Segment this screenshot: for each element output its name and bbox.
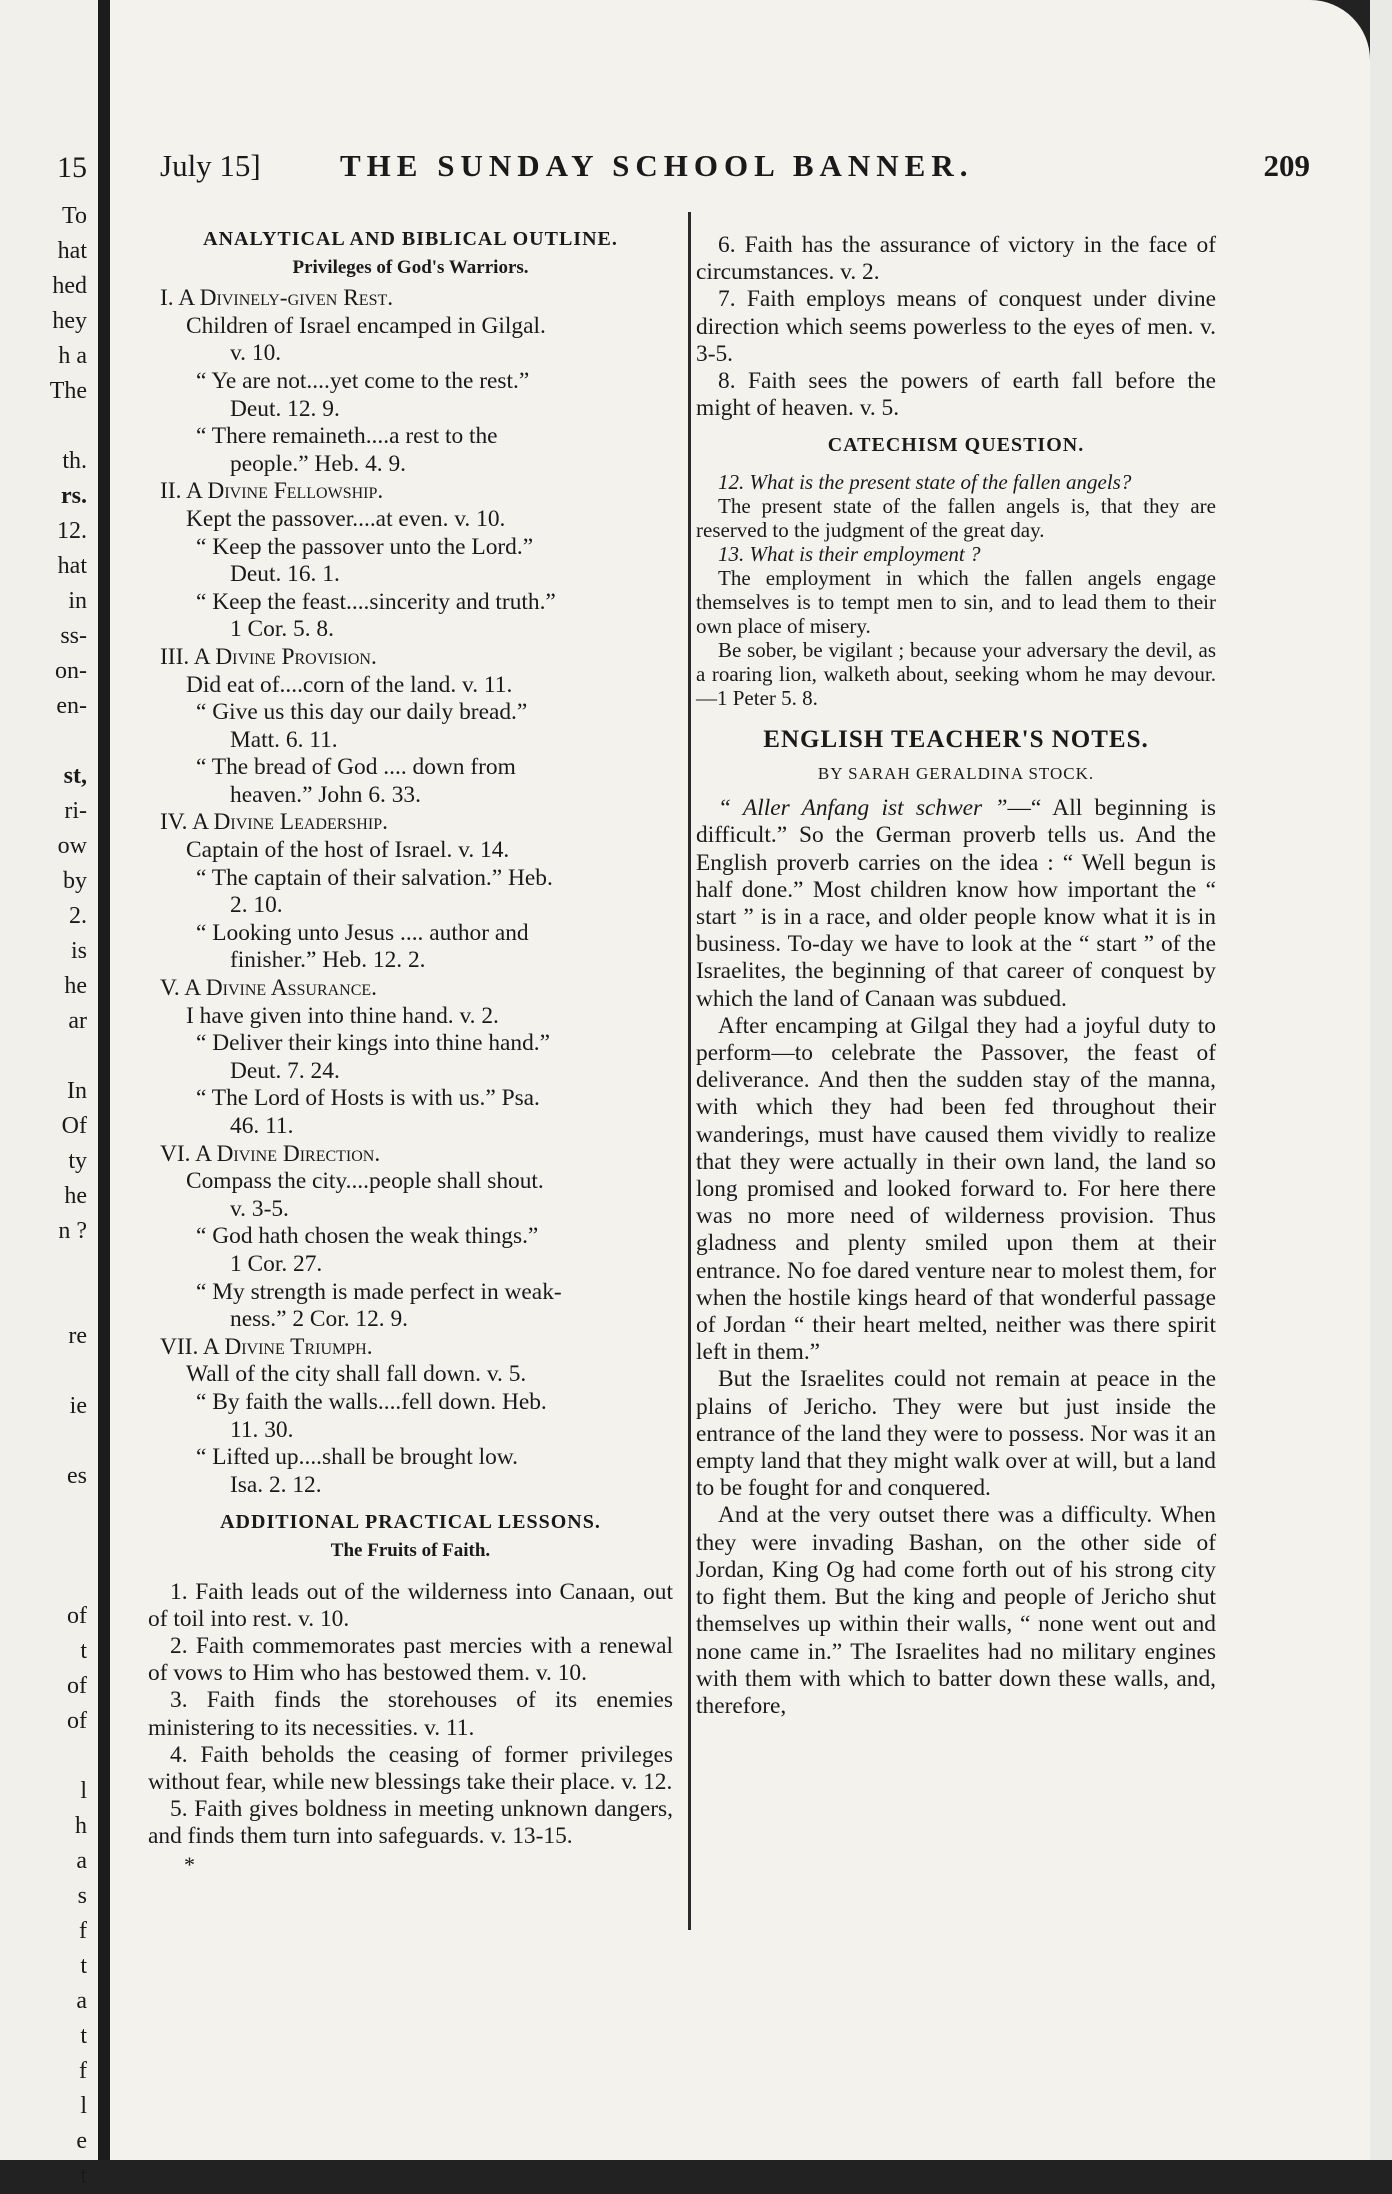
outline-line: Captain of the host of Israel. v. 14. <box>186 837 510 864</box>
prev-fragment: n ? <box>58 1218 87 1244</box>
prev-fragment: l <box>80 2093 87 2119</box>
catechism-question: 12. What is the present state of the fallen angels? <box>718 470 1132 495</box>
lesson-item: 3. Faith finds the storehouses of its enemies ministering to its necessities. v. 11. <box>148 1687 673 1741</box>
previous-page-edge <box>0 0 98 2189</box>
notes-quote: “ Aller Anfang ist schwer ” <box>718 795 1008 822</box>
left-column <box>148 226 673 1878</box>
outline-line: heaven.” John 6. 33. <box>230 781 421 808</box>
prev-fragment: a <box>76 1848 87 1874</box>
notes-paragraph: But the Israelites could not remain at peace in the plains of Jericho. They were but just inside the entrance of the land they were to possess. Nor was it an empty land that they might walk over at will, but a land to be fought for and conquered. <box>696 1366 1216 1502</box>
outline-line: finisher.” Heb. 12. 2. <box>230 947 426 974</box>
prev-fragment <box>0 1249 95 1284</box>
prev-fragment: To <box>62 203 87 229</box>
outline-heading: ANALYTICAL AND BIBLICAL OUTLINE. <box>203 228 618 250</box>
notes-heading: ENGLISH TEACHER'S NOTES. <box>763 726 1149 754</box>
prev-fragment: 12. <box>57 518 87 544</box>
right-column <box>696 232 1216 1720</box>
prev-fragment: th. <box>62 448 87 474</box>
notes-paragraph: And at the very outset there was a difficulty. When they were invading Bashan, on the other side of Jordan, King Og had come forth out of his strong city to fight them. But the king and people of Jericho shut themselves up within their walls, “ none went out and none came in.” The Israelites had no military engines with them with which to batter down these walls, and, therefore, <box>696 1502 1216 1719</box>
prev-fragment: hey <box>52 308 87 334</box>
prev-fragment: on- <box>55 658 87 684</box>
outline-line: v. 3-5. <box>230 1195 289 1222</box>
lesson-item: 1. Faith leads out of the wilderness into Canaan, out of toil into rest. v. 10. <box>148 1578 673 1632</box>
prev-fragment: e <box>76 2128 87 2154</box>
prev-fragment: h a <box>58 343 87 369</box>
header-date: July 15] <box>160 148 261 183</box>
outline-line: 11. 30. <box>230 1416 294 1443</box>
outline-subheading: Privileges of God's Warriors. <box>292 256 529 278</box>
prev-fragment: ty <box>68 1148 87 1174</box>
prev-fragment <box>0 1354 95 1389</box>
page <box>110 0 1370 2160</box>
outline-line: 1 Cor. 27. <box>230 1250 323 1277</box>
prev-fragment: f <box>79 2058 87 2084</box>
prev-fragment <box>0 1529 95 1564</box>
lesson-item: 8. Faith sees the powers of earth fall before the might of heaven. v. 5. <box>696 368 1216 422</box>
outline-line: “ The Lord of Hosts is with us.” Psa. <box>196 1085 540 1112</box>
prev-fragment <box>0 1424 95 1459</box>
prev-fragment: t <box>80 2023 87 2049</box>
outline-item: II. A Divine Fellowship. <box>160 478 384 505</box>
outline-line: Kept the passover....at even. v. 10. <box>186 505 506 532</box>
outline-line: 46. 11. <box>230 1113 294 1139</box>
outline-line: Isa. 2. 12. <box>230 1471 322 1498</box>
book-gutter <box>98 0 110 2160</box>
catechism-answer: The present state of the fallen angels is, that they are reserved to the judgment of the great day. <box>696 494 1216 543</box>
notes-byline: BY SARAH GERALDINA STOCK. <box>817 763 1095 783</box>
previous-page-fragments <box>0 130 95 2189</box>
column-divider <box>688 212 691 1930</box>
outline-item: VI. A Divine Direction. <box>160 1140 381 1167</box>
outline-line: “ Lifted up....shall be brought low. <box>196 1444 518 1471</box>
outline-line: Deut. 12. 9. <box>230 395 340 422</box>
lesson-item: 4. Faith beholds the ceasing of former privileges without fear, while new blessings take their place. v. 12. <box>148 1741 673 1795</box>
running-header <box>160 148 1310 188</box>
outline-line: Matt. 6. 11. <box>230 726 338 753</box>
prev-fragment: f <box>79 1918 87 1944</box>
prev-fragment: ie <box>69 1393 87 1419</box>
outline-line: 2. 10. <box>230 892 283 919</box>
outline-line: “ Deliver their kings into thine hand.” <box>196 1030 551 1057</box>
page-number: 209 <box>1263 148 1310 183</box>
prev-fragment: by <box>63 868 87 894</box>
outline-line: “ Looking unto Jesus .... author and <box>196 919 529 946</box>
outline-line: “ There remaineth....a rest to the <box>196 423 498 450</box>
outline-line: Did eat of....corn of the land. v. 11. <box>186 671 513 698</box>
prev-fragment: s <box>77 1883 87 1909</box>
prev-fragment: is <box>70 938 87 964</box>
outline-line: “ By faith the walls....fell down. Heb. <box>196 1388 547 1415</box>
prev-fragment <box>0 1284 95 1319</box>
outline-line: “ Keep the passover unto the Lord.” <box>196 533 534 560</box>
prev-fragment <box>0 724 95 759</box>
prev-fragment: hat <box>57 238 87 264</box>
prev-fragment: 2. <box>69 903 87 929</box>
outline-line: “ Keep the feast....sincerity and truth.” <box>196 588 556 615</box>
prev-fragment <box>0 1039 95 1074</box>
outline-line: “ Give us this day our daily bread.” <box>196 699 528 726</box>
outline-line: ness.” 2 Cor. 12. 9. <box>230 1306 409 1333</box>
prev-fragment: 15 <box>57 151 87 184</box>
prev-fragment: hat <box>57 553 87 579</box>
outline-line: Children of Israel encamped in Gilgal. <box>186 312 546 339</box>
prev-fragment: rs. <box>61 483 87 509</box>
outline-line: people.” Heb. 4. 9. <box>230 450 407 477</box>
prev-fragment: Of <box>61 1113 87 1139</box>
prev-fragment: h <box>75 1813 87 1839</box>
prev-fragment: a <box>76 1988 87 2014</box>
prev-fragment: ar <box>68 1008 87 1034</box>
prev-fragment: he <box>64 1183 87 1209</box>
lesson-item: 5. Faith gives boldness in meeting unknown dangers, and finds them turn into safeguards. v. 13-15. <box>148 1796 673 1850</box>
catechism-question: 13. What is their employment ? <box>718 542 981 567</box>
outline-line: Compass the city....people shall shout. <box>186 1168 544 1195</box>
outline-line: Deut. 16. 1. <box>230 561 340 588</box>
prev-fragment: of <box>67 1708 87 1734</box>
prev-fragment: The <box>49 378 87 404</box>
lesson-item: 7. Faith employs means of conquest under divine direction which seems powerless to the eyes of men. v. 3-5. <box>696 286 1216 367</box>
prev-fragment: en- <box>56 693 87 719</box>
prev-fragment: es <box>67 1463 87 1489</box>
prev-fragment: l <box>80 1778 87 1804</box>
prev-fragment: ss- <box>60 623 87 649</box>
prev-fragment: of <box>67 1673 87 1699</box>
notes-paragraph: After encamping at Gilgal they had a joyful duty to perform—to celebrate the Passover, the feast of deliverance. And then the sudden stay of the manna, with which they had been fed throughout their wanderings, must have caused them vividly to realize that they were actually in their own land, the land so long promised and looked forward to. For here there was no more need of wilderness provision. Thus gladness and plenty smiled upon them at their entrance. No foe dared venture near to molest them, for when the hostile kings heard of that wonderful passage of Jordan “ their heart melted, neither was there spirit left in them.” <box>696 1012 1216 1366</box>
prev-fragment: re <box>68 1323 87 1349</box>
prev-fragment: hed <box>52 273 87 299</box>
outline-line: “ Ye are not....yet come to the rest.” <box>196 367 530 394</box>
outline-line: Deut. 7. 24. <box>230 1057 340 1084</box>
scan-background <box>1370 0 1392 2160</box>
outline-line: “ The captain of their salvation.” Heb. <box>196 864 553 891</box>
catechism-heading: CATECHISM QUESTION. <box>827 434 1085 457</box>
prev-fragment <box>0 409 95 444</box>
outline-item: V. A Divine Assurance. <box>160 975 378 1002</box>
prev-fragment: t <box>80 1953 87 1979</box>
prev-fragment: t <box>80 1638 87 1664</box>
lesson-item: 6. Faith has the assurance of victory in the face of circumstances. v. 2. <box>696 232 1216 286</box>
prev-fragment: ri- <box>64 798 87 824</box>
outline-line: v. 10. <box>230 340 282 367</box>
outline-item: III. A Divine Provision. <box>160 643 377 670</box>
catechism-verse: Be sober, be vigilant ; because your adversary the devil, as a roaring lion, walketh about, seeking whom he may devour.—1 Peter 5. 8. <box>696 638 1216 711</box>
outline-line: “ My strength is made perfect in weak- <box>196 1278 562 1305</box>
header-title: THE SUNDAY SCHOOL BANNER. <box>340 148 974 183</box>
lessons-subheading: The Fruits of Faith. <box>330 1539 491 1561</box>
lessons-heading: ADDITIONAL PRACTICAL LESSONS. <box>220 1511 601 1534</box>
prev-fragment: t <box>80 2163 87 2189</box>
outline-line: Wall of the city shall fall down. v. 5. <box>186 1361 527 1388</box>
prev-fragment: ow <box>57 833 87 859</box>
prev-fragment: of <box>67 1603 87 1629</box>
outline-item: IV. A Divine Leadership. <box>160 809 388 836</box>
notes-paragraph <box>696 795 1216 1013</box>
prev-fragment <box>0 1564 95 1599</box>
outline-line: 1 Cor. 5. 8. <box>230 616 334 643</box>
prev-fragment: st, <box>63 763 87 789</box>
outline-line: I have given into thine hand. v. 2. <box>186 1002 499 1029</box>
lesson-item: 2. Faith commemorates past mercies with a renewal of vows to Him who has bestowed them. v. 10. <box>148 1632 673 1687</box>
prev-fragment: in <box>68 588 87 614</box>
catechism-answer: The employment in which the fallen angels engage themselves is to tempt men to sin, and to lead them to their own place of misery. <box>696 566 1216 639</box>
prev-fragment: In <box>67 1078 87 1104</box>
prev-fragment: he <box>64 973 87 999</box>
prev-fragment <box>0 1739 95 1774</box>
outline-line: “ The bread of God .... down from <box>196 754 516 781</box>
notes-paragraph-text: —“ All beginning is difficult.” So the German proverb tells us. And the English proverb carries on the idea : “ Well begun is half done.” Most children know how important the “ start ” is in a race, and older people know what it is in business. To-day we have to look at the “ start ” of the Israelites, the beginning of that career of conquest by which the land of Canaan was subdued. <box>696 795 1216 1012</box>
end-mark: * <box>184 1851 195 1877</box>
prev-fragment <box>0 1494 95 1529</box>
outline-line: “ God hath chosen the weak things.” <box>196 1223 539 1250</box>
outline-item: I. A Divinely-given Rest. <box>160 285 394 312</box>
outline-item: VII. A Divine Triumph. <box>160 1333 373 1360</box>
